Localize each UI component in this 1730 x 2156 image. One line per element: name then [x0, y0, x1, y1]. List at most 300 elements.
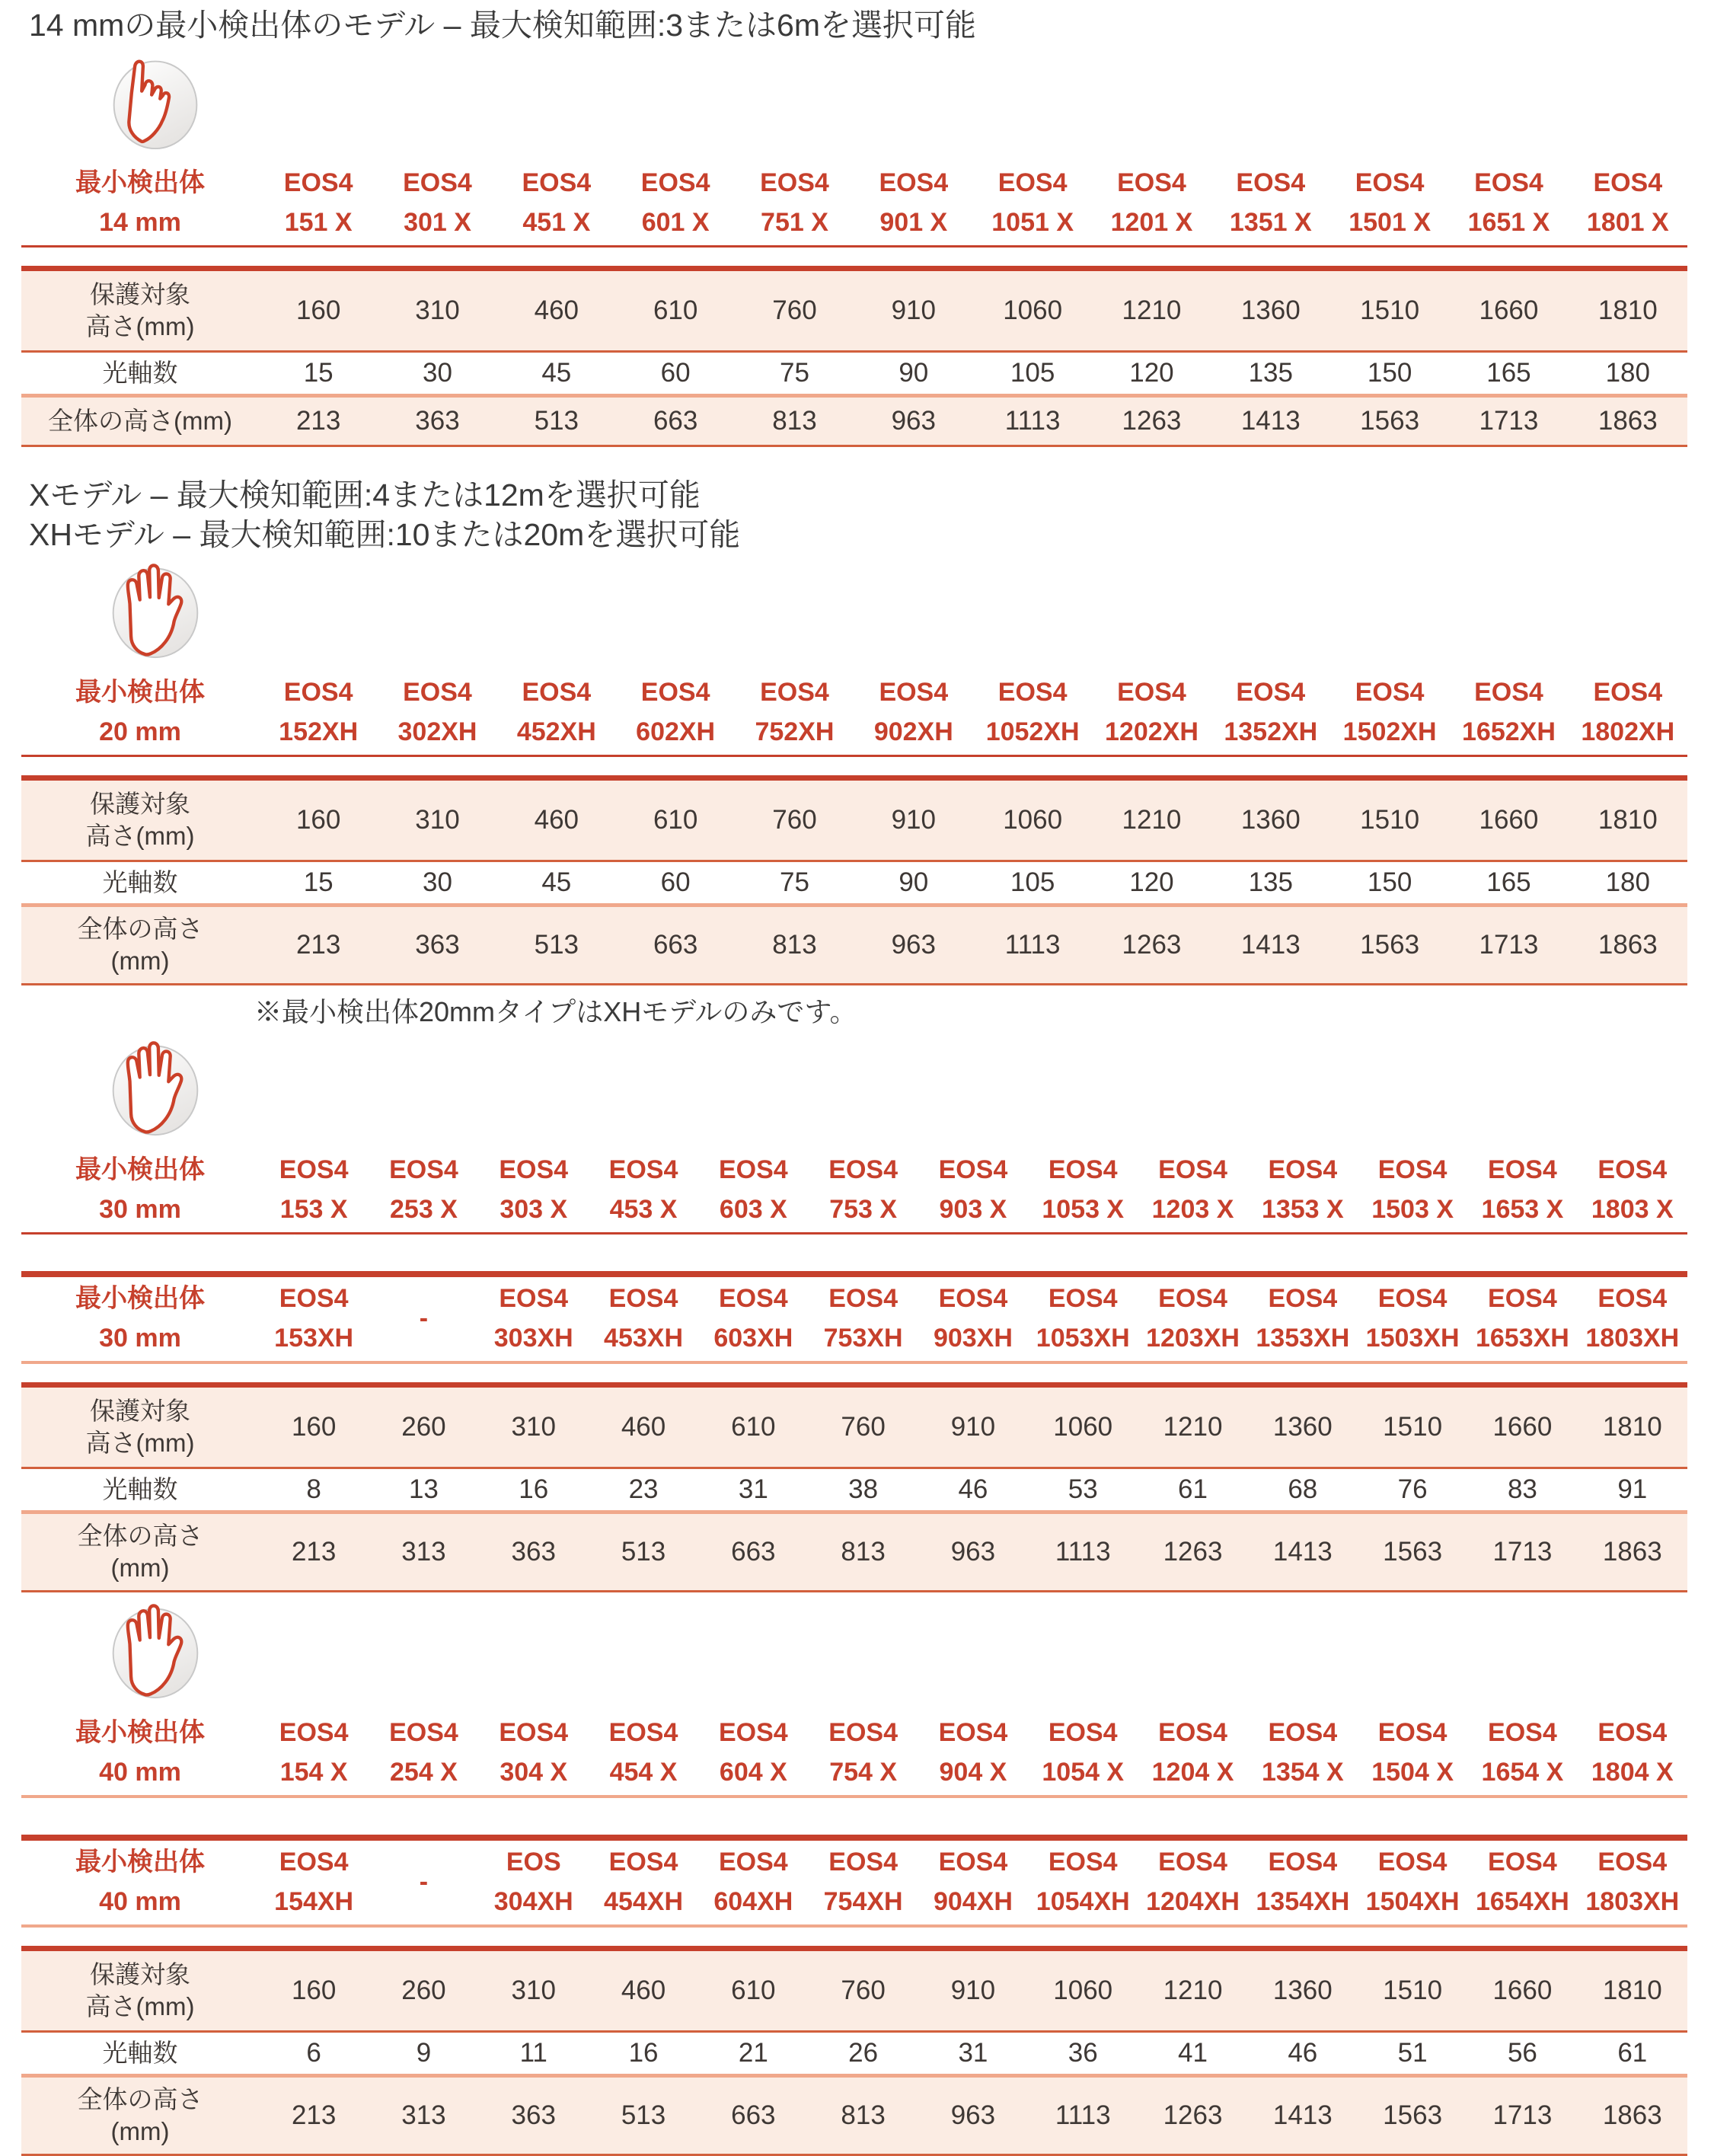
value-cell: 1563: [1330, 906, 1449, 985]
model-cell: [589, 1274, 698, 1362]
row-label-text: 40 mm: [99, 1758, 181, 1787]
brand-text: EOS4: [1268, 1848, 1338, 1877]
value-cell: 51: [1358, 2032, 1467, 2076]
model-cell: [808, 1838, 918, 1926]
brand-text: EOS4: [718, 1718, 788, 1747]
spec-row: [21, 2076, 1687, 2155]
spec-row: [21, 1949, 1687, 2032]
model-cell: [369, 1148, 478, 1234]
model-cell: [854, 161, 973, 247]
model-cell: [808, 1711, 918, 1797]
value-cell: 1360: [1248, 1949, 1358, 2032]
brand-text: EOS4: [389, 1718, 458, 1747]
model-cell: [589, 1711, 698, 1797]
brand-text: EOS4: [389, 1155, 458, 1184]
value-cell: 1060: [973, 269, 1092, 352]
model-cell: [497, 671, 616, 756]
value-cell: 760: [735, 778, 854, 861]
brand-text: EOS4: [279, 1284, 349, 1313]
dash-text: -: [419, 1304, 429, 1333]
model-cell: [497, 161, 616, 247]
value-cell: 363: [479, 2076, 589, 2155]
model-text: 904XH: [933, 1887, 1013, 1916]
model-cell: [918, 1838, 1028, 1926]
brand-text: EOS4: [1048, 1848, 1118, 1877]
brand-text: EOS4: [828, 1718, 898, 1747]
brand-text: EOS4: [640, 678, 710, 707]
model-text: 903 X: [939, 1195, 1007, 1224]
model-text: 1354XH: [1256, 1887, 1350, 1916]
brand-text: EOS4: [718, 1155, 788, 1184]
value-cell: 1713: [1467, 1512, 1577, 1592]
brand-text: EOS4: [1377, 1848, 1448, 1877]
brand-text: EOS4: [1593, 168, 1663, 197]
model-text: 603 X: [719, 1195, 787, 1224]
model-cell: [1358, 1711, 1467, 1797]
model-text: 154XH: [274, 1887, 354, 1916]
row-label-text: 14 mm: [99, 208, 181, 237]
model-text: 1051 X: [991, 208, 1074, 237]
model-cell: [1092, 161, 1211, 247]
model-cell: [808, 1274, 918, 1362]
row-label-text: 最小検出体: [75, 678, 205, 707]
model-text: 754XH: [823, 1887, 903, 1916]
model-text: 1802XH: [1581, 717, 1675, 746]
value-cell: 760: [808, 1385, 918, 1468]
spec-row: [21, 396, 1687, 446]
open-hand-icon: [107, 1037, 204, 1138]
model-text: 303XH: [493, 1324, 573, 1353]
model-cell: [808, 1148, 918, 1234]
value-cell: 1810: [1569, 778, 1687, 861]
model-cell: [735, 161, 854, 247]
model-cell: [1028, 1274, 1138, 1362]
model-cell: [1138, 1274, 1247, 1362]
model-header-row: [21, 1274, 1687, 1362]
model-text: 904 X: [939, 1758, 1007, 1787]
model-text: 454 X: [609, 1758, 678, 1787]
value-cell: 663: [698, 2076, 808, 2155]
model-cell: [369, 1711, 478, 1797]
model-text: 151 X: [284, 208, 353, 237]
row-label: [21, 1468, 259, 1512]
model-text: 601 X: [641, 208, 710, 237]
value-cell: 1113: [973, 396, 1092, 446]
brand-text: EOS4: [718, 1848, 788, 1877]
value-cell: 310: [479, 1949, 589, 2032]
model-cell: [1028, 1838, 1138, 1926]
value-cell: 1863: [1578, 1512, 1687, 1592]
value-cell: 313: [369, 2076, 478, 2155]
brand-text: EOS4: [1377, 1718, 1448, 1747]
brand-text: EOS4: [828, 1284, 898, 1313]
brand-text: EOS4: [1048, 1718, 1118, 1747]
value-cell: 160: [259, 1949, 369, 2032]
value-cell: 1660: [1449, 269, 1568, 352]
row-label-text: 30 mm: [99, 1324, 181, 1353]
value-cell: 1360: [1211, 778, 1330, 861]
finger-hand-icon: [107, 50, 204, 151]
row-label-text: 高さ(mm): [85, 312, 195, 340]
row-label-text: 全体の高さ(mm): [48, 407, 232, 435]
brand-text: EOS4: [1158, 1284, 1227, 1313]
model-text: 254 X: [390, 1758, 458, 1787]
row-label: [21, 2032, 259, 2076]
brand-text: EOS4: [938, 1848, 1008, 1877]
spacer-row: [21, 247, 1687, 269]
model-cell: [259, 1148, 369, 1234]
model-text: 453XH: [604, 1324, 684, 1353]
value-cell: 813: [735, 396, 854, 446]
row-label: [21, 671, 259, 756]
brand-text: EOS4: [1488, 1155, 1557, 1184]
value-cell: 180: [1569, 861, 1687, 906]
value-cell: 15: [259, 861, 378, 906]
brand-text: EOS4: [522, 678, 592, 707]
value-cell: 910: [918, 1385, 1028, 1468]
brand-text: EOS4: [608, 1284, 678, 1313]
brand-text: EOS4: [1474, 168, 1543, 197]
value-cell: 31: [698, 1468, 808, 1512]
value-cell: 1413: [1211, 396, 1330, 446]
model-text: 1053XH: [1036, 1324, 1130, 1353]
brand-text: EOS4: [1158, 1718, 1227, 1747]
model-text: 253 X: [390, 1195, 458, 1224]
value-cell: 963: [918, 2076, 1028, 2155]
value-cell: 460: [497, 269, 616, 352]
model-text: 1352XH: [1224, 717, 1318, 746]
value-cell: 910: [918, 1949, 1028, 2032]
model-cell: [589, 1838, 698, 1926]
row-label: [21, 1274, 259, 1362]
row-label: [21, 161, 259, 247]
value-cell: 610: [616, 778, 735, 861]
model-cell: [698, 1148, 808, 1234]
model-text: 154 X: [279, 1758, 348, 1787]
value-cell: 1660: [1467, 1385, 1577, 1468]
model-cell: [378, 161, 496, 247]
row-label: [21, 1949, 259, 2032]
row-label: [21, 352, 259, 396]
model-cell: [616, 671, 735, 756]
value-cell: 1210: [1092, 778, 1211, 861]
model-text: 604XH: [713, 1887, 793, 1916]
model-text: 1651 X: [1467, 208, 1550, 237]
model-text: 152XH: [279, 717, 359, 746]
value-cell: 1510: [1330, 778, 1449, 861]
model-cell: [918, 1274, 1028, 1362]
value-cell: 1060: [973, 778, 1092, 861]
brand-text: EOS4: [1048, 1284, 1118, 1313]
value-cell: 663: [616, 906, 735, 985]
spec-row: [21, 269, 1687, 352]
brand-text: EOS4: [760, 678, 829, 707]
value-cell: 75: [735, 352, 854, 396]
value-cell: 15: [259, 352, 378, 396]
value-cell: 1210: [1138, 1385, 1247, 1468]
model-cell: [1449, 161, 1568, 247]
model-text: 304 X: [500, 1758, 568, 1787]
value-cell: 30: [378, 861, 496, 906]
model-header-row: [21, 1148, 1687, 1234]
value-cell: 135: [1211, 352, 1330, 396]
value-cell: 760: [808, 1949, 918, 2032]
model-text: 1504 X: [1371, 1758, 1454, 1787]
model-text: 901 X: [879, 208, 948, 237]
model-text: 302XH: [397, 717, 477, 746]
value-cell: 313: [369, 1512, 478, 1592]
spec-table-14mm: [21, 161, 1687, 447]
model-cell: [259, 671, 378, 756]
model-cell: [698, 1711, 808, 1797]
brand-text: EOS4: [522, 168, 592, 197]
row-label-text: 全体の高さ: [77, 1522, 203, 1550]
model-cell: [369, 1274, 478, 1362]
model-cell: [1138, 1148, 1247, 1234]
value-cell: 31: [918, 2032, 1028, 2076]
value-cell: 610: [616, 269, 735, 352]
value-cell: 610: [698, 1385, 808, 1468]
value-cell: 1113: [973, 906, 1092, 985]
model-cell: [369, 1838, 478, 1926]
value-cell: 46: [1248, 2032, 1358, 2076]
brand-text: EOS4: [1598, 1848, 1668, 1877]
model-cell: [378, 671, 496, 756]
brand-text: EOS: [506, 1848, 561, 1877]
row-label: [21, 2076, 259, 2155]
value-cell: 1563: [1358, 2076, 1467, 2155]
model-cell: [479, 1274, 589, 1362]
brand-text: EOS4: [403, 678, 472, 707]
model-text: 603XH: [713, 1324, 793, 1353]
value-cell: 1413: [1248, 1512, 1358, 1592]
row-label: [21, 396, 259, 446]
value-cell: 1060: [1028, 1385, 1138, 1468]
value-cell: 90: [854, 352, 973, 396]
brand-text: EOS4: [997, 168, 1068, 197]
model-cell: [1092, 671, 1211, 756]
value-cell: 76: [1358, 1468, 1467, 1512]
spec-row: [21, 861, 1687, 906]
value-cell: 260: [369, 1385, 478, 1468]
value-cell: 213: [259, 2076, 369, 2155]
model-cell: [1248, 1274, 1358, 1362]
brand-text: EOS4: [938, 1718, 1008, 1747]
section-title: Xモデル – 最大検知範囲:4または12mを選択可能: [29, 478, 701, 513]
model-text: 1054XH: [1036, 1887, 1130, 1916]
value-cell: 1713: [1449, 396, 1568, 446]
brand-text: EOS4: [828, 1155, 898, 1184]
row-label-text: 30 mm: [99, 1195, 181, 1224]
spec-table-20mm: [21, 671, 1687, 985]
value-cell: 120: [1092, 861, 1211, 906]
section-title: XHモデル – 最大検知範囲:10または20mを選択可能: [29, 517, 741, 552]
value-cell: 1210: [1092, 269, 1211, 352]
model-text: 452XH: [516, 717, 596, 746]
model-text: 602XH: [636, 717, 716, 746]
model-text: 1503 X: [1371, 1195, 1454, 1224]
value-cell: 1660: [1449, 778, 1568, 861]
model-cell: [1248, 1838, 1358, 1926]
value-cell: 260: [369, 1949, 478, 2032]
brand-text: EOS4: [997, 678, 1068, 707]
brand-text: EOS4: [1593, 678, 1663, 707]
model-text: 751 X: [761, 208, 828, 237]
model-cell: [1211, 161, 1330, 247]
value-cell: 45: [497, 352, 616, 396]
value-cell: 90: [854, 861, 973, 906]
spacer-row: [21, 756, 1687, 778]
spacer-row: [21, 1362, 1687, 1385]
value-cell: 1113: [1028, 1512, 1138, 1592]
model-cell: [1211, 671, 1330, 756]
value-cell: 30: [378, 352, 496, 396]
value-cell: 760: [735, 269, 854, 352]
value-cell: 46: [918, 1468, 1028, 1512]
row-label-text: 高さ(mm): [85, 822, 195, 850]
row-label-text: 20 mm: [99, 717, 181, 746]
row-label-text: 保護対象: [90, 790, 190, 818]
model-text: 153 X: [279, 1195, 348, 1224]
value-cell: 1563: [1358, 1512, 1467, 1592]
value-cell: 21: [698, 2032, 808, 2076]
spec-row: [21, 1468, 1687, 1512]
value-cell: 120: [1092, 352, 1211, 396]
brand-text: EOS4: [1158, 1848, 1227, 1877]
value-cell: 160: [259, 269, 378, 352]
brand-text: EOS4: [1355, 678, 1425, 707]
model-text: 1654 X: [1481, 1758, 1564, 1787]
brand-text: EOS4: [279, 1848, 349, 1877]
row-label-text: 光軸数: [102, 1475, 178, 1503]
value-cell: 513: [497, 906, 616, 985]
value-cell: 180: [1569, 352, 1687, 396]
value-cell: 1263: [1092, 396, 1211, 446]
brand-text: EOS4: [1488, 1848, 1557, 1877]
model-text: 303 X: [500, 1195, 568, 1224]
spec-row: [21, 352, 1687, 396]
model-text: 454XH: [604, 1887, 684, 1916]
value-cell: 13: [369, 1468, 478, 1512]
row-label: [21, 861, 259, 906]
model-header-row: [21, 671, 1687, 756]
brand-text: EOS4: [1488, 1284, 1557, 1313]
model-cell: [698, 1838, 808, 1926]
value-cell: 963: [854, 906, 973, 985]
spacer-row: [21, 1797, 1687, 1838]
open-hand-icon: [107, 560, 204, 660]
value-cell: 310: [378, 269, 496, 352]
value-cell: 460: [497, 778, 616, 861]
model-cell: [1138, 1711, 1247, 1797]
model-cell: [1330, 671, 1449, 756]
value-cell: 23: [589, 1468, 698, 1512]
model-text: 1351 X: [1229, 208, 1312, 237]
model-cell: [1467, 1711, 1577, 1797]
value-cell: 1413: [1248, 2076, 1358, 2155]
value-cell: 11: [479, 2032, 589, 2076]
model-text: 1204 X: [1151, 1758, 1234, 1787]
model-text: 1652XH: [1462, 717, 1556, 746]
value-cell: 165: [1449, 352, 1568, 396]
value-cell: 513: [497, 396, 616, 446]
spec-row: [21, 1385, 1687, 1468]
brand-text: EOS4: [499, 1284, 569, 1313]
value-cell: 963: [918, 1512, 1028, 1592]
value-cell: 75: [735, 861, 854, 906]
value-cell: 9: [369, 2032, 478, 2076]
row-label: [21, 1711, 259, 1797]
brand-text: EOS4: [1598, 1155, 1668, 1184]
value-cell: 36: [1028, 2032, 1138, 2076]
model-cell: [259, 1274, 369, 1362]
value-cell: 1263: [1092, 906, 1211, 985]
value-cell: 910: [854, 778, 973, 861]
value-cell: 165: [1449, 861, 1568, 906]
model-header-row: [21, 1838, 1687, 1926]
value-cell: 16: [479, 1468, 589, 1512]
model-cell: [479, 1838, 589, 1926]
value-cell: 1810: [1578, 1385, 1687, 1468]
spec-row: [21, 778, 1687, 861]
brand-text: EOS4: [640, 168, 710, 197]
row-label-text: 保護対象: [90, 1960, 190, 1988]
model-cell: [1358, 1148, 1467, 1234]
model-cell: [259, 1838, 369, 1926]
model-cell: [616, 161, 735, 247]
model-text: 1054 X: [1042, 1758, 1125, 1787]
row-label-text: 全体の高さ: [77, 915, 203, 943]
value-cell: 1863: [1578, 2076, 1687, 2155]
value-cell: 53: [1028, 1468, 1138, 1512]
model-text: 753 X: [829, 1195, 898, 1224]
row-label: [21, 1148, 259, 1234]
model-text: 153XH: [274, 1324, 354, 1353]
model-text: 1653 X: [1481, 1195, 1564, 1224]
value-cell: 813: [735, 906, 854, 985]
model-header-row: [21, 161, 1687, 247]
value-cell: 16: [589, 2032, 698, 2076]
value-cell: 363: [479, 1512, 589, 1592]
brand-text: EOS4: [1598, 1718, 1668, 1747]
model-text: 1503XH: [1365, 1324, 1460, 1353]
row-label-text: 保護対象: [90, 1397, 190, 1425]
value-cell: 83: [1467, 1468, 1577, 1512]
row-label-text: 最小検出体: [75, 1718, 205, 1747]
value-cell: 610: [698, 1949, 808, 2032]
brand-text: EOS4: [283, 678, 353, 707]
value-cell: 910: [854, 269, 973, 352]
brand-text: EOS4: [1117, 678, 1186, 707]
catalog-page: [0, 8, 1730, 2145]
value-cell: 460: [589, 1949, 698, 2032]
value-cell: 663: [616, 396, 735, 446]
row-label-text: 全体の高さ: [77, 2085, 203, 2113]
brand-text: EOS4: [1048, 1155, 1118, 1184]
model-cell: [1449, 671, 1568, 756]
model-text: 1202XH: [1105, 717, 1199, 746]
model-text: 1654XH: [1475, 1887, 1569, 1916]
brand-text: EOS4: [1268, 1718, 1338, 1747]
model-text: 1653XH: [1475, 1324, 1569, 1353]
value-cell: 213: [259, 1512, 369, 1592]
brand-text: EOS4: [1268, 1284, 1338, 1313]
row-label-text: 最小検出体: [75, 1848, 205, 1877]
brand-text: EOS4: [1268, 1155, 1338, 1184]
value-cell: 45: [497, 861, 616, 906]
model-cell: [589, 1148, 698, 1234]
model-cell: [1578, 1274, 1687, 1362]
